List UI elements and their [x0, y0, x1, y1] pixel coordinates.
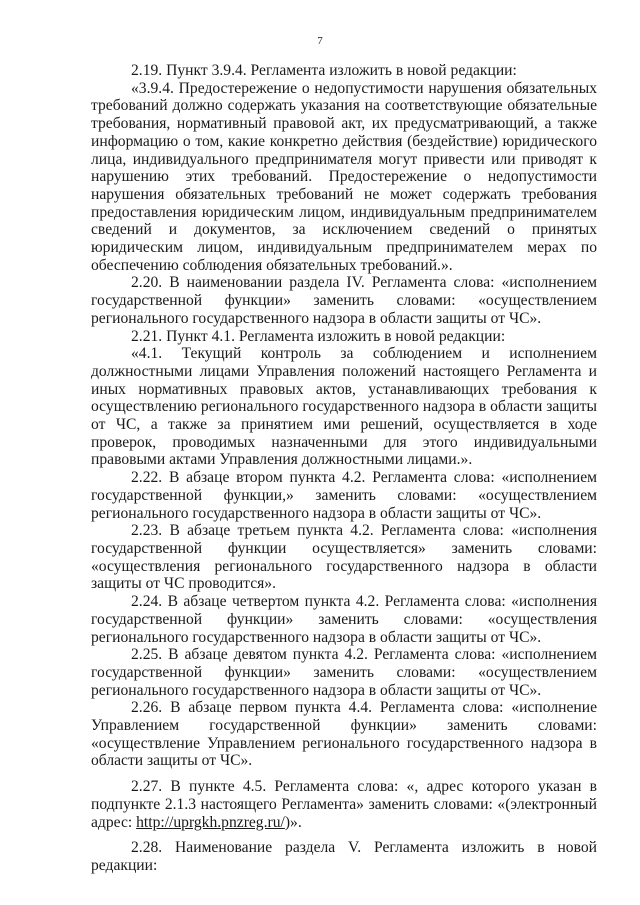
paragraph-2-26: 2.26. В абзаце первом пункта 4.4. Регламента слова: «исполнение Управлением государственной функции» заменить словами: «осуществление Управлением регионального государственного надзора в области защиты от ЧС».	[91, 699, 597, 770]
paragraph-3-9-4-text: «3.9.4. Предостережение о недопустимости нарушения обязательных требований должно содержать указания на соответствующие обязательные требования, нормативный правовой акт, их предусматривающий, а также информацию о том, какие конкретно действия (бездействие) юридического лица, индивидуального предпринимателя могут привести или приводят к нарушению этих требований. Предостережение о недопустимости нарушения обязательных требований не может содержать требования предоставления юридическим лицом, индивидуальным предпринимателем сведений и документов, за исключением сведений о принятых юридическим лицом, индивидуальным предпринимателем мерах по обеспечению соблюдения обязательных требований.».	[91, 79, 597, 274]
paragraph-2-27	[91, 778, 597, 831]
paragraph-2-24: 2.24. В абзаце четвертом пункта 4.2. Регламента слова: «исполнения государственной функции» заменить словами: «осуществления регионального государственного надзора в области защиты от ЧС».	[91, 593, 597, 646]
paragraph-2-28: 2.28. Наименование раздела V. Регламента изложить в новой редакции:	[91, 839, 597, 874]
paragraph-2-22: 2.22. В абзаце втором пункта 4.2. Регламента слова: «исполнением государственной функции,» заменить словами: «осуществлением регионального государственного надзора в области защиты от ЧС».	[91, 469, 597, 522]
page-number: 7	[317, 35, 323, 47]
paragraph-2-27-end: )».	[284, 813, 302, 831]
paragraph-2-23: 2.23. В абзаце третьем пункта 4.2. Регламента слова: «исполнения государственной функции осуществляется» заменить словами: «осуществления регионального государственного надзора в области защиты от ЧС проводится».	[91, 522, 597, 593]
paragraph-2-27-text: 2.27. В пункте 4.5. Регламента слова: «, адрес которого указан в подпункте 2.1.3 настоящего Регламента» заменить словами: «(электронный адрес:	[91, 778, 597, 831]
document-body	[91, 62, 597, 875]
paragraph-2-25: 2.25. В абзаце девятом пункта 4.2. Регламента слова: «исполнением государственной функции» заменить словами: «осуществлением регионального государственного надзора в области защиты от ЧС».	[91, 646, 597, 699]
website-link[interactable]: http://uprgkh.pnzreg.ru/	[136, 813, 285, 831]
paragraph-2-21: 2.21. Пункт 4.1. Регламента изложить в новой редакции:	[131, 327, 506, 345]
paragraph-4-1-text: «4.1. Текущий контроль за соблюдением и исполнением должностными лицами Управления положений настоящего Регламента и иных нормативных правовых актов, устанавливающих требования к осуществлению регионального государственного надзора в области защиты от ЧС, а также за принятием ими решений, осуществляется в ходе проверок, проводимых назначенными для этого индивидуальными правовыми актами Управления должностными лицами.».	[91, 345, 597, 469]
paragraph-2-19: 2.19. Пункт 3.9.4. Регламента изложить в новой редакции:	[131, 62, 517, 79]
paragraph-2-20: 2.20. В наименовании раздела IV. Регламента слова: «исполнением государственной функции» заменить словами: «осуществлением регионального государственного надзора в области защиты от ЧС».	[91, 274, 597, 327]
